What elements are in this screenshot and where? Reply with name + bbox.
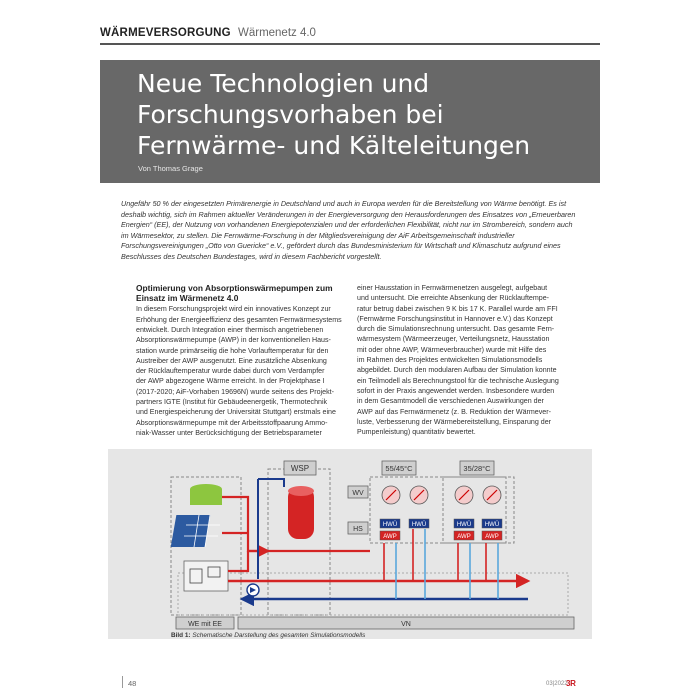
page-number: 48: [128, 679, 137, 688]
caption-number: Bild 1:: [171, 632, 191, 639]
solar-panel-icon: [171, 515, 220, 547]
hs-label: HS: [353, 526, 363, 533]
caption-text: Schematische Darstellung des gesamten Simulationsmodells: [192, 632, 366, 639]
supply-pipe-generator: [228, 551, 248, 571]
hwu-label-2: HWÜ: [411, 522, 427, 528]
vn-label: VN: [401, 621, 411, 628]
article-body-left: In diesem Forschungsprojekt wird ein innovatives Konzept zur Erhöhung der Energieeffizienz des gesamten Fernwärmesystems entwickelt. Durch Integration einer thermisch angetriebenen Absorptionswärmepumpe (AWP) in der konventionellen Haus- station wurde primärseitig die hohe Vorlauftemperatur für den Austreiber der AWP ausgenutzt. Eine zusätzliche Absenkung der Rücklauftemperatur wurde dabei durch vom Verdampfer der AWP abgezogene Wärme erreicht. In der Projektphase I (2017-2020; AiF-Vorhaben 19696N) wurde seitens des Projekt- partners IGTE (Institut für Gebäudeenergetik, Thermotechnik und Energiespeicherung der Universität Stuttgart) erstmals eine Absorptionswärmepumpe mit der Arbeitsstoffpaarung Ammo- niak-Wasser unter Berücksichtigung der Betriebsparameter: [136, 305, 342, 437]
we-label: WE mit EE: [188, 621, 222, 628]
network-region: [178, 573, 568, 615]
wv-label: WV: [352, 490, 364, 497]
article-column-right: [357, 283, 583, 437]
author-byline: Von Thomas Grage: [138, 164, 203, 173]
return-to-storage: [258, 479, 284, 487]
consumer-3: [454, 486, 474, 540]
awp-label-1: AWP: [383, 534, 397, 540]
figure-caption: [171, 632, 365, 639]
biogas-tank: [190, 489, 222, 505]
consumer-group-right: [443, 477, 514, 543]
supply-pipe-biogas: [222, 497, 268, 551]
heat-generator-unit: [184, 561, 228, 591]
awp-label-4: AWP: [485, 534, 499, 540]
title-banner: [100, 60, 600, 183]
hwu-label-1: HWÜ: [382, 522, 398, 528]
awp-label-3: AWP: [457, 534, 471, 540]
section-header: [100, 27, 600, 39]
lead-paragraph: Ungefähr 50 % der eingesetzten Primärenergie in Deutschland und auch in Europa werden für die Bereitstellung von Wärme benötigt. Es ist deshalb wichtig, sich im Rahmen aktueller Veränderungen in der Energieversorgung den Herausforderungen des Einsatzes von „Erneuerbaren Energien“ (EE), der Nutzung von vorhandenen Energiepotenzialen und der erforderlichen Flexibilität, nicht nur im Strombereich, sondern auch im Wärmesektor, zu stellen. Die Fernwärme-Forschung in der Mitgliedsvereinigung der AiF Arbeitsgemeinschaft industrieller Forschungsvereinigungen „Otto von Guericke“ e.V., gefördert durch das Bundesministerium für Wirtschaft und Klimaschutz aufgrund eines Beschlusses des Deutschen Bundestages, wird in diesem Fachbericht vorgestellt.: [121, 199, 576, 261]
figure-simulation-model: [108, 449, 592, 639]
article-body-right: einer Hausstation in Fernwärmenetzen ausgelegt, aufgebaut und untersucht. Die erreichte Absenkung der Rücklauftempe- ratur betrug dabei zwischen 9 K bis 17 K. Parallel wurde am FFI (Fernwärme Forschungsinstitut in Hannover e.V.) das Konzept durch die Simulationsrechnung untersucht. Das gesamte Fern- wärmesystem (Wärmeerzeuger, Verteilungsnetz, Hausstation mit oder ohne AWP, Wärmeverbraucher) wurde mit Hilfe des im Rahmen des Projektes entwickelten Simulationsmodells abgebildet. Durch den modularen Aufbau der Simulation konnte ein Teilmodell als Berechnungstool für die technische Auslegung sofort in der Praxis angewendet werden. Insbesondere wurden in dem Gesamtmodell die verschiedenen Auswirkungen der AWP auf das Fernwärmenetz (z. B. Reduktion der Wärmever- luste, Verbesserung der Wärmebereitstellung, Einsparung der Pumpenleistung) quantitativ bewertet.: [357, 284, 559, 437]
brand-logo: 3R: [566, 679, 576, 688]
subsection-label: Wärmenetz 4.0: [237, 27, 316, 39]
article-column-left: [136, 283, 362, 438]
section-label: WÄRMEVERSORGUNG: [100, 27, 231, 39]
consumer-2: [409, 486, 429, 528]
issue-number: 03|2022: [546, 681, 568, 687]
temp1-label: 55/45°C: [385, 464, 413, 473]
footer-divider: [122, 676, 123, 688]
consumer-drop-pipes: [384, 529, 498, 599]
storage-tank-top: [288, 486, 314, 496]
consumer-1: [380, 486, 400, 540]
hwu-label-4: HWÜ: [484, 522, 500, 528]
article-heading: Optimierung von Absorptionswärmepumpen zum Einsatz im Wärmenetz 4.0: [136, 283, 333, 304]
hwu-label-3: HWÜ: [456, 522, 472, 528]
article-title: Neue Technologien und Forschungsvorhaben bei Fernwärme- und Kälteleitungen: [137, 69, 531, 160]
temp2-label: 35/28°C: [463, 464, 491, 473]
header-divider: [100, 43, 600, 45]
schematic-diagram: [108, 449, 592, 639]
consumer-4: [482, 486, 502, 540]
wsp-label: WSP: [290, 464, 310, 473]
